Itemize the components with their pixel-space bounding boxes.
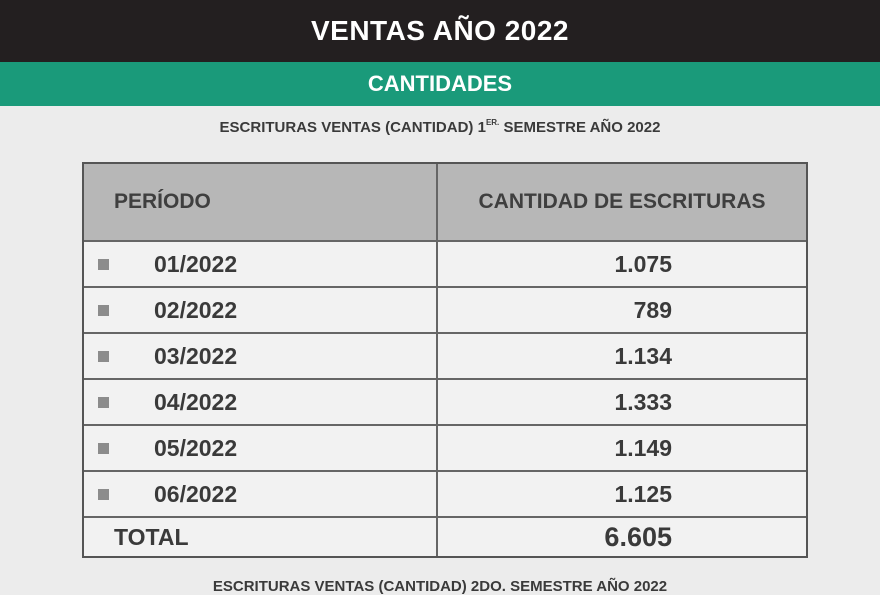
bullet-icon bbox=[98, 397, 109, 408]
table-total-row bbox=[84, 518, 806, 556]
row-count: 789 bbox=[633, 296, 672, 323]
table-row bbox=[84, 288, 806, 334]
bullet-icon bbox=[98, 489, 109, 500]
bullet-icon bbox=[98, 259, 109, 270]
section-subtitle: CANTIDADES bbox=[0, 62, 880, 106]
next-table-caption: ESCRITURAS VENTAS (CANTIDAD) 2DO. SEMESTRE AÑO 2022 bbox=[212, 578, 668, 595]
caption-superscript: ER. bbox=[485, 118, 500, 127]
row-count: 1.125 bbox=[614, 480, 672, 507]
header-count: CANTIDAD DE ESCRITURAS bbox=[478, 190, 766, 213]
row-period: 05/2022 bbox=[154, 434, 238, 461]
row-period: 02/2022 bbox=[154, 296, 238, 323]
bullet-icon bbox=[98, 351, 109, 362]
table-caption bbox=[0, 118, 880, 136]
bullet-icon bbox=[98, 305, 109, 316]
table-row bbox=[84, 334, 806, 380]
bullet-icon bbox=[98, 443, 109, 454]
table-row bbox=[84, 242, 806, 288]
row-count: 1.134 bbox=[614, 342, 672, 369]
total-value: 6.605 bbox=[604, 521, 672, 552]
row-period: 06/2022 bbox=[154, 480, 238, 507]
row-count: 1.075 bbox=[614, 250, 672, 277]
table-row bbox=[84, 426, 806, 472]
total-label: TOTAL bbox=[84, 518, 438, 556]
row-count: 1.333 bbox=[614, 388, 672, 415]
caption-suffix: SEMESTRE AÑO 2022 bbox=[499, 119, 661, 136]
row-count: 1.149 bbox=[614, 434, 672, 461]
sales-table bbox=[82, 162, 808, 558]
caption-prefix: ESCRITURAS VENTAS (CANTIDAD) 1 bbox=[219, 119, 486, 136]
row-period: 01/2022 bbox=[154, 250, 238, 277]
row-period: 04/2022 bbox=[154, 388, 238, 415]
header-period: PERÍODO bbox=[84, 164, 438, 240]
table-header-row bbox=[84, 164, 806, 242]
row-period: 03/2022 bbox=[154, 342, 238, 369]
table-row bbox=[84, 380, 806, 426]
page-title: VENTAS AÑO 2022 bbox=[0, 0, 880, 62]
table-row bbox=[84, 472, 806, 518]
